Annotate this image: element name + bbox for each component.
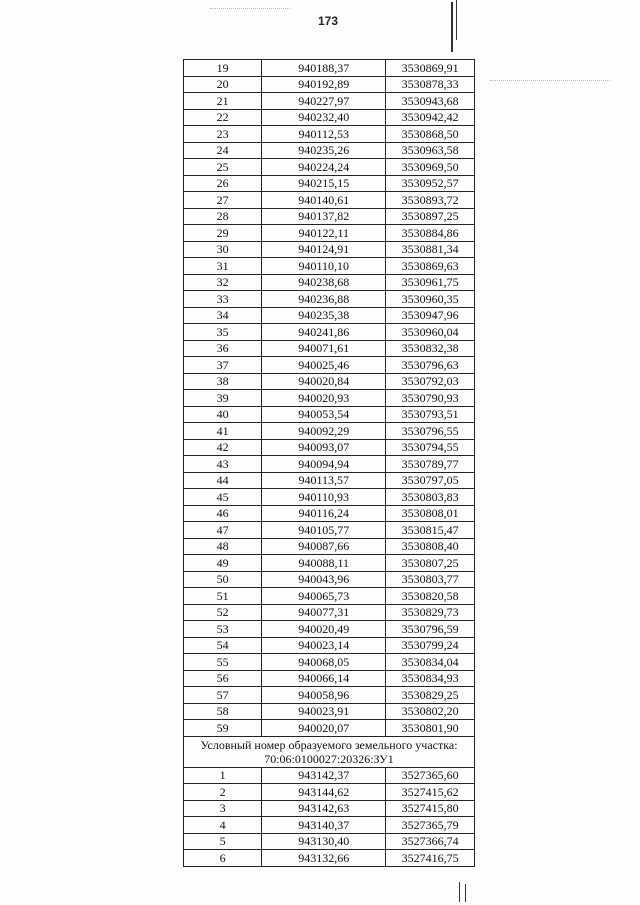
binding-mark-top-2 [456,0,457,40]
table-row [184,142,475,159]
y-coordinate-cell: 3530834,93 [386,670,475,687]
y-coordinate-cell: 3530963,58 [386,142,475,159]
x-coordinate-cell: 940241,86 [262,324,386,341]
table-row [184,60,475,77]
y-coordinate-cell: 3530789,77 [386,456,475,473]
y-coordinate-cell: 3530794,55 [386,439,475,456]
y-coordinate-cell: 3527415,80 [386,800,475,817]
y-coordinate-cell: 3530790,93 [386,390,475,407]
table-row [184,175,475,192]
table-row [184,406,475,423]
y-coordinate-cell: 3530792,03 [386,373,475,390]
x-coordinate-cell: 940087,66 [262,538,386,555]
table-row [184,604,475,621]
y-coordinate-cell: 3530832,38 [386,340,475,357]
x-coordinate-cell: 940071,61 [262,340,386,357]
y-coordinate-cell: 3527365,79 [386,817,475,834]
point-number-cell: 21 [184,93,262,110]
y-coordinate-cell: 3530829,25 [386,687,475,704]
point-number-cell: 25 [184,159,262,176]
point-number-cell: 54 [184,637,262,654]
x-coordinate-cell: 940235,26 [262,142,386,159]
y-coordinate-cell: 3530960,35 [386,291,475,308]
point-number-cell: 51 [184,588,262,605]
y-coordinate-cell: 3530797,05 [386,472,475,489]
coordinates-table [183,59,475,867]
table-row [184,439,475,456]
x-coordinate-cell: 940068,05 [262,654,386,671]
x-coordinate-cell: 940236,88 [262,291,386,308]
x-coordinate-cell: 940065,73 [262,588,386,605]
binding-mark-top [451,2,453,52]
x-coordinate-cell: 940043,96 [262,571,386,588]
y-coordinate-cell: 3527416,75 [386,850,475,867]
table-row [184,109,475,126]
point-number-cell: 1 [184,767,262,784]
y-coordinate-cell: 3530884,86 [386,225,475,242]
table-row [184,291,475,308]
y-coordinate-cell: 3530803,83 [386,489,475,506]
y-coordinate-cell: 3530799,24 [386,637,475,654]
x-coordinate-cell: 943144,62 [262,784,386,801]
point-number-cell: 59 [184,720,262,737]
point-number-cell: 34 [184,307,262,324]
parcel-caption: Условный номер образуемого земельного участка: 70:06:0100027:20326:ЗУ1 [184,736,475,767]
x-coordinate-cell: 943142,63 [262,800,386,817]
point-number-cell: 26 [184,175,262,192]
x-coordinate-cell: 940023,14 [262,637,386,654]
y-coordinate-cell: 3530952,57 [386,175,475,192]
x-coordinate-cell: 940020,07 [262,720,386,737]
point-number-cell: 57 [184,687,262,704]
y-coordinate-cell: 3530869,91 [386,60,475,77]
table-row [184,522,475,539]
x-coordinate-cell: 940088,11 [262,555,386,572]
x-coordinate-cell: 940116,24 [262,505,386,522]
point-number-cell: 31 [184,258,262,275]
table-row [184,274,475,291]
point-number-cell: 44 [184,472,262,489]
table-row [184,472,475,489]
x-coordinate-cell: 940110,10 [262,258,386,275]
x-coordinate-cell: 940077,31 [262,604,386,621]
x-coordinate-cell: 940094,94 [262,456,386,473]
y-coordinate-cell: 3530808,40 [386,538,475,555]
point-number-cell: 28 [184,208,262,225]
table-row [184,340,475,357]
table-row [184,621,475,638]
table-row [184,817,475,834]
point-number-cell: 24 [184,142,262,159]
point-number-cell: 29 [184,225,262,242]
point-number-cell: 43 [184,456,262,473]
point-number-cell: 4 [184,817,262,834]
x-coordinate-cell: 940092,29 [262,423,386,440]
y-coordinate-cell: 3530796,63 [386,357,475,374]
y-coordinate-cell: 3530820,58 [386,588,475,605]
table-row [184,720,475,737]
x-coordinate-cell: 940122,11 [262,225,386,242]
y-coordinate-cell: 3530960,04 [386,324,475,341]
x-coordinate-cell: 940224,24 [262,159,386,176]
x-coordinate-cell: 940124,91 [262,241,386,258]
parcel-caption-row [184,736,475,767]
x-coordinate-cell: 940105,77 [262,522,386,539]
y-coordinate-cell: 3530868,50 [386,126,475,143]
point-number-cell: 23 [184,126,262,143]
table-row [184,225,475,242]
point-number-cell: 40 [184,406,262,423]
x-coordinate-cell: 940140,61 [262,192,386,209]
point-number-cell: 42 [184,439,262,456]
x-coordinate-cell: 940113,57 [262,472,386,489]
point-number-cell: 5 [184,833,262,850]
x-coordinate-cell: 940020,93 [262,390,386,407]
table-row [184,76,475,93]
x-coordinate-cell: 940137,82 [262,208,386,225]
y-coordinate-cell: 3530803,77 [386,571,475,588]
point-number-cell: 3 [184,800,262,817]
point-number-cell: 45 [184,489,262,506]
table-row [184,637,475,654]
table-row [184,555,475,572]
point-number-cell: 38 [184,373,262,390]
point-number-cell: 46 [184,505,262,522]
x-coordinate-cell: 940238,68 [262,274,386,291]
y-coordinate-cell: 3530881,34 [386,241,475,258]
x-coordinate-cell: 940235,38 [262,307,386,324]
y-coordinate-cell: 3530808,01 [386,505,475,522]
y-coordinate-cell: 3530796,55 [386,423,475,440]
x-coordinate-cell: 940215,15 [262,175,386,192]
point-number-cell: 49 [184,555,262,572]
y-coordinate-cell: 3530801,90 [386,720,475,737]
point-number-cell: 39 [184,390,262,407]
point-number-cell: 58 [184,703,262,720]
x-coordinate-cell: 943132,66 [262,850,386,867]
point-number-cell: 2 [184,784,262,801]
x-coordinate-cell: 940093,07 [262,439,386,456]
y-coordinate-cell: 3527365,60 [386,767,475,784]
scan-smudge-right [490,80,610,82]
y-coordinate-cell: 3530815,47 [386,522,475,539]
x-coordinate-cell: 940058,96 [262,687,386,704]
table-row [184,192,475,209]
y-coordinate-cell: 3530869,63 [386,258,475,275]
y-coordinate-cell: 3530942,42 [386,109,475,126]
point-number-cell: 35 [184,324,262,341]
x-coordinate-cell: 940192,89 [262,76,386,93]
table-row [184,800,475,817]
table-row [184,703,475,720]
x-coordinate-cell: 940232,40 [262,109,386,126]
x-coordinate-cell: 940020,84 [262,373,386,390]
table-row [184,784,475,801]
y-coordinate-cell: 3530893,72 [386,192,475,209]
table-row [184,357,475,374]
point-number-cell: 50 [184,571,262,588]
x-coordinate-cell: 943130,40 [262,833,386,850]
y-coordinate-cell: 3527366,74 [386,833,475,850]
point-number-cell: 6 [184,850,262,867]
table-row [184,307,475,324]
y-coordinate-cell: 3530878,33 [386,76,475,93]
x-coordinate-cell: 940020,49 [262,621,386,638]
x-coordinate-cell: 940053,54 [262,406,386,423]
table-row [184,571,475,588]
point-number-cell: 22 [184,109,262,126]
table-row [184,324,475,341]
scan-smudge [210,8,290,10]
y-coordinate-cell: 3530961,75 [386,274,475,291]
y-coordinate-cell: 3527415,62 [386,784,475,801]
point-number-cell: 20 [184,76,262,93]
x-coordinate-cell: 940188,37 [262,60,386,77]
table-row [184,654,475,671]
point-number-cell: 33 [184,291,262,308]
point-number-cell: 55 [184,654,262,671]
point-number-cell: 37 [184,357,262,374]
point-number-cell: 52 [184,604,262,621]
table-row [184,850,475,867]
y-coordinate-cell: 3530796,59 [386,621,475,638]
y-coordinate-cell: 3530829,73 [386,604,475,621]
table-row [184,241,475,258]
point-number-cell: 47 [184,522,262,539]
table-row [184,456,475,473]
page-number: 173 [318,14,339,28]
table-row [184,126,475,143]
point-number-cell: 19 [184,60,262,77]
x-coordinate-cell: 940023,91 [262,703,386,720]
y-coordinate-cell: 3530802,20 [386,703,475,720]
point-number-cell: 48 [184,538,262,555]
binding-mark-bottom-2 [465,884,466,902]
table-row [184,423,475,440]
point-number-cell: 41 [184,423,262,440]
x-coordinate-cell: 940112,53 [262,126,386,143]
table-row [184,505,475,522]
x-coordinate-cell: 940066,14 [262,670,386,687]
x-coordinate-cell: 940227,97 [262,93,386,110]
point-number-cell: 27 [184,192,262,209]
y-coordinate-cell: 3530947,96 [386,307,475,324]
table-row [184,159,475,176]
table-row [184,258,475,275]
y-coordinate-cell: 3530793,51 [386,406,475,423]
table-row [184,373,475,390]
x-coordinate-cell: 940110,93 [262,489,386,506]
y-coordinate-cell: 3530969,50 [386,159,475,176]
y-coordinate-cell: 3530943,68 [386,93,475,110]
point-number-cell: 36 [184,340,262,357]
x-coordinate-cell: 940025,46 [262,357,386,374]
x-coordinate-cell: 943142,37 [262,767,386,784]
point-number-cell: 53 [184,621,262,638]
point-number-cell: 56 [184,670,262,687]
point-number-cell: 30 [184,241,262,258]
table-row [184,670,475,687]
table-row [184,767,475,784]
x-coordinate-cell: 943140,37 [262,817,386,834]
table-row [184,208,475,225]
table-row [184,538,475,555]
table-row [184,687,475,704]
table-row [184,93,475,110]
table-row [184,489,475,506]
table-row [184,390,475,407]
table-row [184,833,475,850]
table-row [184,588,475,605]
point-number-cell: 32 [184,274,262,291]
y-coordinate-cell: 3530897,25 [386,208,475,225]
y-coordinate-cell: 3530834,04 [386,654,475,671]
y-coordinate-cell: 3530807,25 [386,555,475,572]
binding-mark-bottom [459,882,460,902]
